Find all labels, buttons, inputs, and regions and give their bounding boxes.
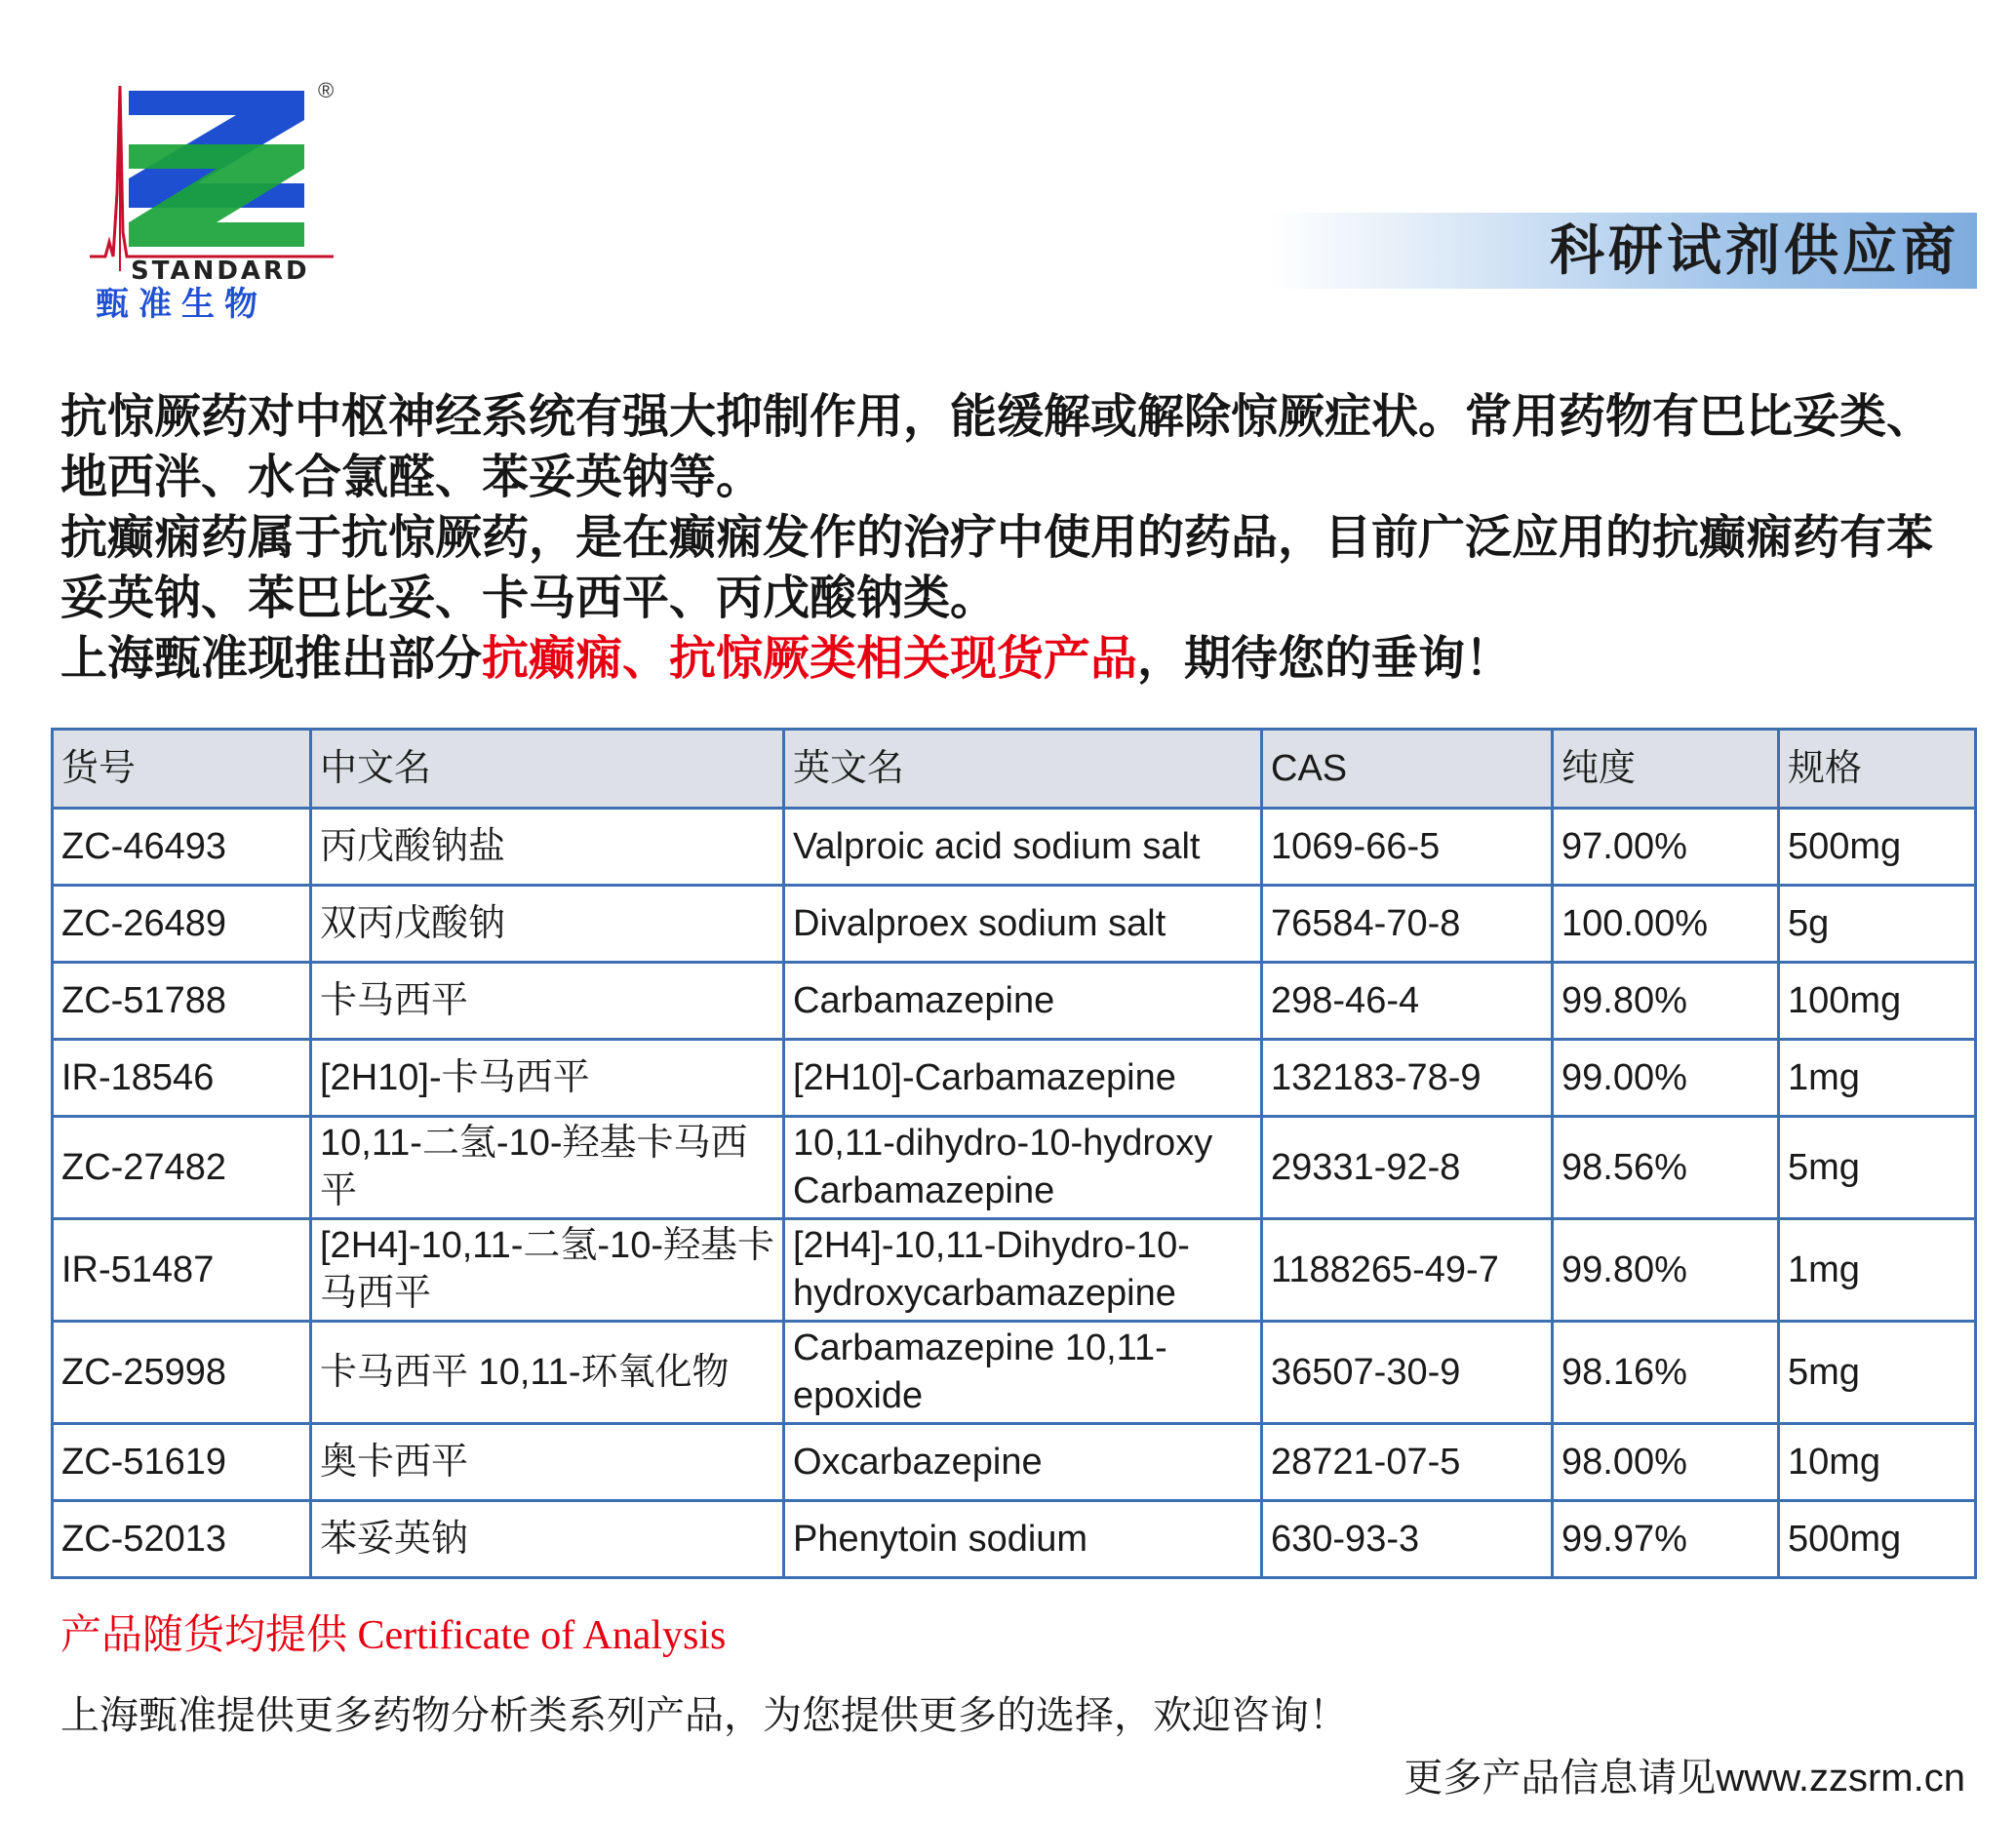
intro-text — [60, 386, 1972, 689]
header-chinese-name: 中文名 — [311, 730, 784, 809]
cell-spec: 500mg — [1779, 1501, 1976, 1578]
cell-chinese-name: 双丙戊酸钠 — [311, 886, 784, 963]
cell-english-name: Carbamazepine — [784, 963, 1262, 1040]
header-purity: 纯度 — [1553, 730, 1779, 809]
brand-logo — [70, 76, 353, 320]
intro-paragraph-offer — [60, 628, 1972, 689]
cell-cas: 76584-70-8 — [1262, 886, 1553, 963]
cell-spec: 500mg — [1779, 809, 1976, 886]
website-link[interactable]: www.zzsrm.cn — [1716, 1757, 1965, 1800]
cell-cas: 1069-66-5 — [1262, 809, 1553, 886]
cell-spec: 5mg — [1779, 1117, 1976, 1219]
cell-item-no: IR-18546 — [53, 1040, 311, 1117]
cell-english-name: 10,11-dihydro-10-hydroxy Carbamazepine — [784, 1117, 1262, 1219]
cell-chinese-name: 丙戊酸钠盐 — [311, 809, 784, 886]
cell-item-no: ZC-51788 — [53, 963, 311, 1040]
table-row — [53, 1040, 1976, 1117]
cell-purity: 98.56% — [1553, 1117, 1779, 1219]
product-table — [51, 728, 1977, 1579]
cell-purity: 98.00% — [1553, 1424, 1779, 1501]
brand-en: STANDARD — [131, 257, 310, 286]
header-english-name: 英文名 — [784, 730, 1262, 809]
table-row — [53, 1501, 1976, 1578]
table-row — [53, 1117, 1976, 1219]
zz-standard-logo-icon — [70, 76, 353, 320]
cell-chinese-name: 奥卡西平 — [311, 1424, 784, 1501]
cell-cas: 132183-78-9 — [1262, 1040, 1553, 1117]
offer-highlight: 抗癫痫、抗惊厥类相关现货产品 — [482, 631, 1138, 686]
cell-cas: 1188265-49-7 — [1262, 1219, 1553, 1322]
cell-english-name: [2H4]-10,11-Dihydro-10-hydroxycarbamazepine — [784, 1219, 1262, 1322]
cell-item-no: ZC-52013 — [53, 1501, 311, 1578]
header-cas: CAS — [1262, 730, 1553, 809]
cell-spec: 100mg — [1779, 963, 1976, 1040]
banner-title: 科研试剂供应商 — [1550, 218, 1959, 283]
cell-purity: 97.00% — [1553, 809, 1779, 886]
cell-purity: 98.16% — [1553, 1322, 1779, 1424]
table-row — [53, 809, 1976, 886]
cell-spec: 5g — [1779, 886, 1976, 963]
cell-item-no: ZC-46493 — [53, 809, 311, 886]
cell-spec: 1mg — [1779, 1040, 1976, 1117]
cell-spec: 10mg — [1779, 1424, 1976, 1501]
cell-chinese-name: 卡马西平 — [311, 963, 784, 1040]
offer-suffix: ，期待您的垂询！ — [1137, 631, 1513, 686]
cell-english-name: [2H10]-Carbamazepine — [784, 1040, 1262, 1117]
table-row — [53, 1424, 1976, 1501]
website-note — [1403, 1752, 1965, 1804]
cell-chinese-name: 苯妥英钠 — [311, 1501, 784, 1578]
registered-mark: ® — [318, 78, 335, 102]
cell-spec: 5mg — [1779, 1322, 1976, 1424]
table-row — [53, 1219, 1976, 1322]
table-header-row — [53, 730, 1976, 809]
cell-item-no: IR-51487 — [53, 1219, 311, 1322]
cell-chinese-name: 卡马西平 10,11-环氧化物 — [311, 1322, 784, 1424]
cell-purity: 99.00% — [1553, 1040, 1779, 1117]
brand-zh: 甄准生物 — [96, 285, 267, 320]
table-row — [53, 963, 1976, 1040]
cell-english-name: Valproic acid sodium salt — [784, 809, 1262, 886]
coa-note: 产品随货均提供 Certificate of Analysis — [60, 1613, 727, 1658]
intro-paragraph-antiepileptic: 抗癫痫药属于抗惊厥药，是在癫痫发作的治疗中使用的药品，目前广泛应用的抗癫痫药有苯妥英钠、苯巴比妥、卡马西平、丙戊酸钠类。 — [60, 510, 1934, 625]
table-row — [53, 886, 1976, 963]
cell-chinese-name: [2H4]-10,11-二氢-10-羟基卡马西平 — [311, 1219, 784, 1322]
cell-chinese-name: [2H10]-卡马西平 — [311, 1040, 784, 1117]
cell-spec: 1mg — [1779, 1219, 1976, 1322]
cell-purity: 99.80% — [1553, 1219, 1779, 1322]
cell-cas: 298-46-4 — [1262, 963, 1553, 1040]
intro-paragraph-anticonvulsant: 抗惊厥药对中枢神经系统有强大抑制作用，能缓解或解除惊厥症状。常用药物有巴比妥类、地西泮、水合氯醛、苯妥英钠等。 — [60, 389, 1934, 504]
cell-purity: 99.80% — [1553, 963, 1779, 1040]
table-row — [53, 1322, 1976, 1424]
cell-english-name: Phenytoin sodium — [784, 1501, 1262, 1578]
cell-cas: 29331-92-8 — [1262, 1117, 1553, 1219]
cell-purity: 99.97% — [1553, 1501, 1779, 1578]
cell-cas: 630-93-3 — [1262, 1501, 1553, 1578]
offer-prefix: 上海甄准现推出部分 — [60, 631, 483, 686]
header-spec: 规格 — [1779, 730, 1976, 809]
cell-english-name: Carbamazepine 10,11-epoxide — [784, 1322, 1262, 1424]
website-prefix: 更多产品信息请见 — [1403, 1756, 1717, 1801]
cell-item-no: ZC-26489 — [53, 886, 311, 963]
cell-purity: 100.00% — [1553, 886, 1779, 963]
cell-cas: 28721-07-5 — [1262, 1424, 1553, 1501]
supplier-banner — [1268, 213, 1977, 289]
cell-english-name: Divalproex sodium salt — [784, 886, 1262, 963]
cell-item-no: ZC-25998 — [53, 1322, 311, 1424]
cell-english-name: Oxcarbazepine — [784, 1424, 1262, 1501]
header-item-no: 货号 — [53, 730, 311, 809]
cell-chinese-name: 10,11-二氢-10-羟基卡马西平 — [311, 1117, 784, 1219]
more-products-note: 上海甄准提供更多药物分析类系列产品，为您提供更多的选择，欢迎咨询！ — [60, 1693, 1348, 1738]
cell-item-no: ZC-27482 — [53, 1117, 311, 1219]
cell-item-no: ZC-51619 — [53, 1424, 311, 1501]
cell-cas: 36507-30-9 — [1262, 1322, 1553, 1424]
